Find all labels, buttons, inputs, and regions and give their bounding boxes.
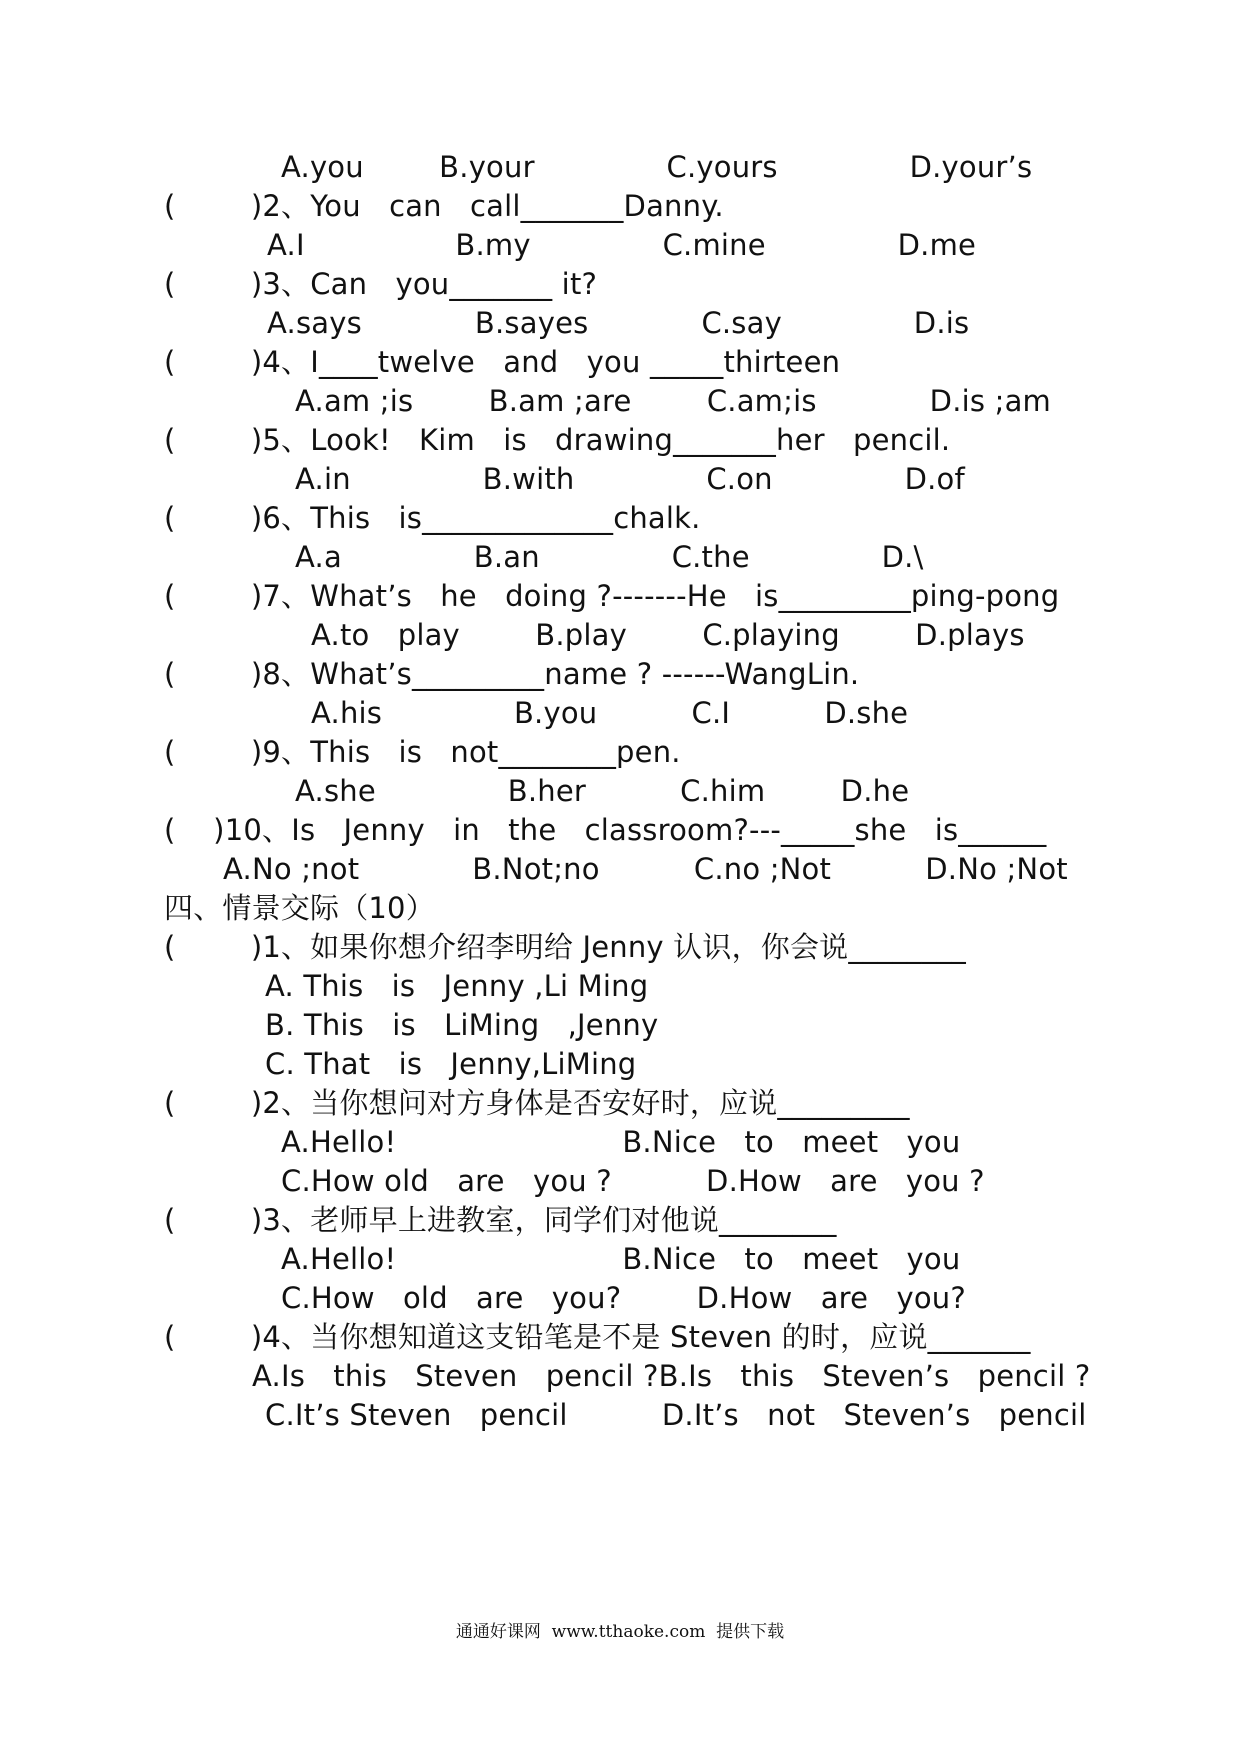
s4-q2-options-ab: A.Hello! B.Nice to meet you [281, 1125, 961, 1159]
s4-q3-options-ab: A.Hello! B.Nice to meet you [281, 1242, 961, 1276]
section-heading: 四、情景交际（10） [164, 891, 435, 925]
q8-options: A.his B.you C.I D.she [311, 696, 909, 730]
q3-options: A.says B.sayes C.say D.is [267, 306, 970, 340]
s4-q3-options-cd: C.How old are you? D.How are you? [281, 1281, 966, 1315]
q2-question: ( )2、You can call_______Danny. [164, 189, 724, 223]
q9-question: ( )9、This is not________pen. [164, 735, 681, 769]
s4-q1-option-b: B. This is LiMing ,Jenny [265, 1008, 659, 1042]
q1-options: A.you B.your C.yours D.your’s [281, 150, 1033, 184]
q10-question: ( )10、Is Jenny in the classroom?---_____she is______ [164, 813, 1047, 847]
s4-q4-options-ab: A.Is this Steven pencil ?B.Is this Steven’s pencil ? [252, 1359, 1091, 1393]
q5-question: ( )5、Look! Kim is drawing_______her pencil. [164, 423, 951, 457]
q6-options: A.a B.an C.the D.\ [295, 540, 924, 574]
q6-question: ( )6、This is_____________chalk. [164, 501, 701, 535]
q4-options: A.am ;is B.am ;are C.am;is D.is ;am [295, 384, 1052, 418]
q5-options: A.in B.with C.on D.of [295, 462, 965, 496]
s4-q4-options-cd: C.It’s Steven pencil D.It’s not Steven’s pencil [265, 1398, 1087, 1432]
s4-q2-options-cd: C.How old are you ? D.How are you ? [281, 1164, 985, 1198]
q7-question: ( )7、What’s he doing ?-------He is_________ping-pong [164, 579, 1060, 613]
q3-question: ( )3、Can you_______ it? [164, 267, 598, 301]
q10-options: A.No ;not B.Not;no C.no ;Not D.No ;Not [223, 852, 1068, 886]
s4-q1-option-a: A. This is Jenny ,Li Ming [265, 969, 649, 1003]
q4-question: ( )4、I____twelve and you _____thirteen [164, 345, 841, 379]
page-footer: 通通好课网 www.tthaoke.com 提供下载 [455, 1622, 785, 1642]
s4-q1-option-c: C. That is Jenny,LiMing [265, 1047, 637, 1081]
q2-options: A.I B.my C.mine D.me [267, 228, 977, 262]
q7-options: A.to play B.play C.playing D.plays [311, 618, 1025, 652]
s4-q4-question: ( )4、当你想知道这支铅笔是不是 Steven 的时，应说_______ [164, 1320, 1031, 1354]
s4-q1-question: ( )1、如果你想介绍李明给 Jenny 认识，你会说________ [164, 930, 966, 964]
q9-options: A.she B.her C.him D.he [295, 774, 910, 808]
s4-q2-question: ( )2、当你想问对方身体是否安好时，应说_________ [164, 1086, 910, 1120]
q8-question: ( )8、What’s_________name ? ------WangLin. [164, 657, 860, 691]
s4-q3-question: ( )3、老师早上进教室，同学们对他说________ [164, 1203, 837, 1237]
